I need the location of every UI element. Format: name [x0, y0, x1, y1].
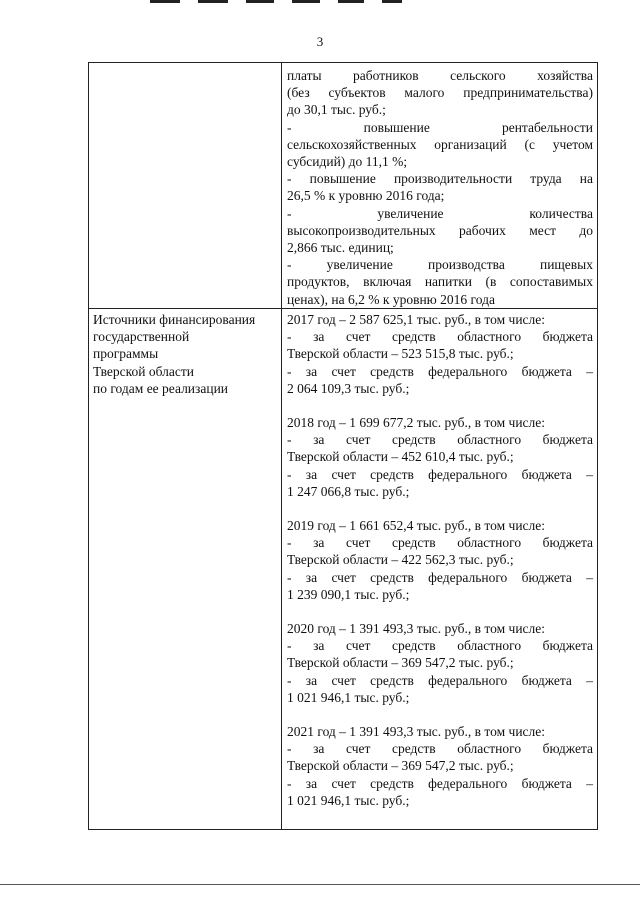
target-text-line: - увеличение производства пищевых: [287, 257, 593, 273]
funding-label-line: по годам ее реализации: [93, 380, 229, 396]
program-passport-table: [88, 62, 598, 830]
target-text-line: 2,866 тыс. единиц;: [287, 240, 394, 256]
target-text-line: высокопроизводительных рабочих мест до: [287, 222, 593, 238]
scan-top-marks: [150, 0, 430, 6]
funding-text-line: - за счет средств федерального бюджета –: [287, 466, 593, 482]
funding-text-line: - за счет средств областного бюджета: [287, 638, 593, 654]
funding-label-line: государственной: [93, 329, 190, 345]
funding-label-line: программы: [93, 346, 159, 362]
funding-text-line: 2 064 109,3 тыс. руб.;: [287, 380, 410, 396]
funding-text-line: 1 239 090,1 тыс. руб.;: [287, 586, 410, 602]
funding-text-line: Тверской области – 369 547,2 тыс. руб.;: [287, 758, 514, 774]
funding-text-line: - за счет средств областного бюджета: [287, 741, 593, 757]
scan-bottom-edge: [0, 884, 640, 885]
target-text-line: - повышение производительности труда на: [287, 171, 593, 187]
funding-text-line: - за счет средств областного бюджета: [287, 432, 593, 448]
target-text-line: - увеличение количества: [287, 205, 593, 221]
funding-text-line: 2017 год – 2 587 625,1 тыс. руб., в том числе:: [287, 312, 546, 327]
funding-text-line: - за счет средств федерального бюджета –: [287, 672, 593, 688]
funding-text-line: Тверской области – 369 547,2 тыс. руб.;: [287, 655, 514, 671]
funding-text-line: - за счет средств федерального бюджета –: [287, 569, 593, 585]
funding-text-line: - за счет средств областного бюджета: [287, 535, 593, 551]
blank-line: [287, 500, 593, 517]
column-divider: [281, 63, 282, 829]
funding-sources-label-cell: [93, 311, 279, 397]
funding-text-line: - за счет средств областного бюджета: [287, 329, 593, 345]
blank-line: [287, 706, 593, 723]
target-text-line: 26,5 % к уровню 2016 года;: [287, 188, 445, 204]
blank-line: [287, 603, 593, 620]
funding-text-line: 1 021 946,1 тыс. руб.;: [287, 689, 410, 705]
target-text-line: - повышение рентабельности: [287, 119, 593, 135]
target-text-line: продуктов, включая напитки (в сопоставимых: [287, 274, 593, 290]
funding-by-year-cell: [287, 311, 593, 809]
target-text-line: (без субъектов малого предпринимательства): [287, 85, 593, 101]
funding-text-line: 2019 год – 1 661 652,4 тыс. руб., в том числе:: [287, 518, 546, 534]
blank-line: [287, 397, 593, 414]
funding-label-line: Источники финансирования: [93, 312, 256, 327]
funding-text-line: - за счет средств федерального бюджета –: [287, 775, 593, 791]
target-text-line: до 30,1 тыс. руб.;: [287, 102, 386, 118]
funding-label-line: Тверской области: [93, 363, 194, 379]
funding-text-line: Тверской области – 452 610,4 тыс. руб.;: [287, 449, 514, 465]
funding-text-line: 1 021 946,1 тыс. руб.;: [287, 792, 410, 808]
target-text-line: субсидий) до 11,1 %;: [287, 154, 408, 170]
funding-text-line: Тверской области – 422 562,3 тыс. руб.;: [287, 552, 514, 568]
funding-text-line: 2020 год – 1 391 493,3 тыс. руб., в том числе:: [287, 621, 546, 637]
funding-text-line: Тверской области – 523 515,8 тыс. руб.;: [287, 346, 514, 362]
target-text-line: платы работников сельского хозяйства: [287, 68, 593, 83]
funding-text-line: 2021 год – 1 391 493,3 тыс. руб., в том числе:: [287, 724, 546, 740]
page-number: 3: [316, 34, 324, 49]
funding-text-line: 1 247 066,8 тыс. руб.;: [287, 483, 410, 499]
target-text-line: ценах), на 6,2 % к уровню 2016 года: [287, 291, 495, 307]
row-divider: [89, 308, 597, 309]
funding-text-line: 2018 год – 1 699 677,2 тыс. руб., в том числе:: [287, 415, 546, 431]
targets-cell: [287, 67, 593, 308]
target-text-line: сельскохозяйственных организаций (с учетом: [287, 136, 593, 152]
funding-text-line: - за счет средств федерального бюджета –: [287, 363, 593, 379]
